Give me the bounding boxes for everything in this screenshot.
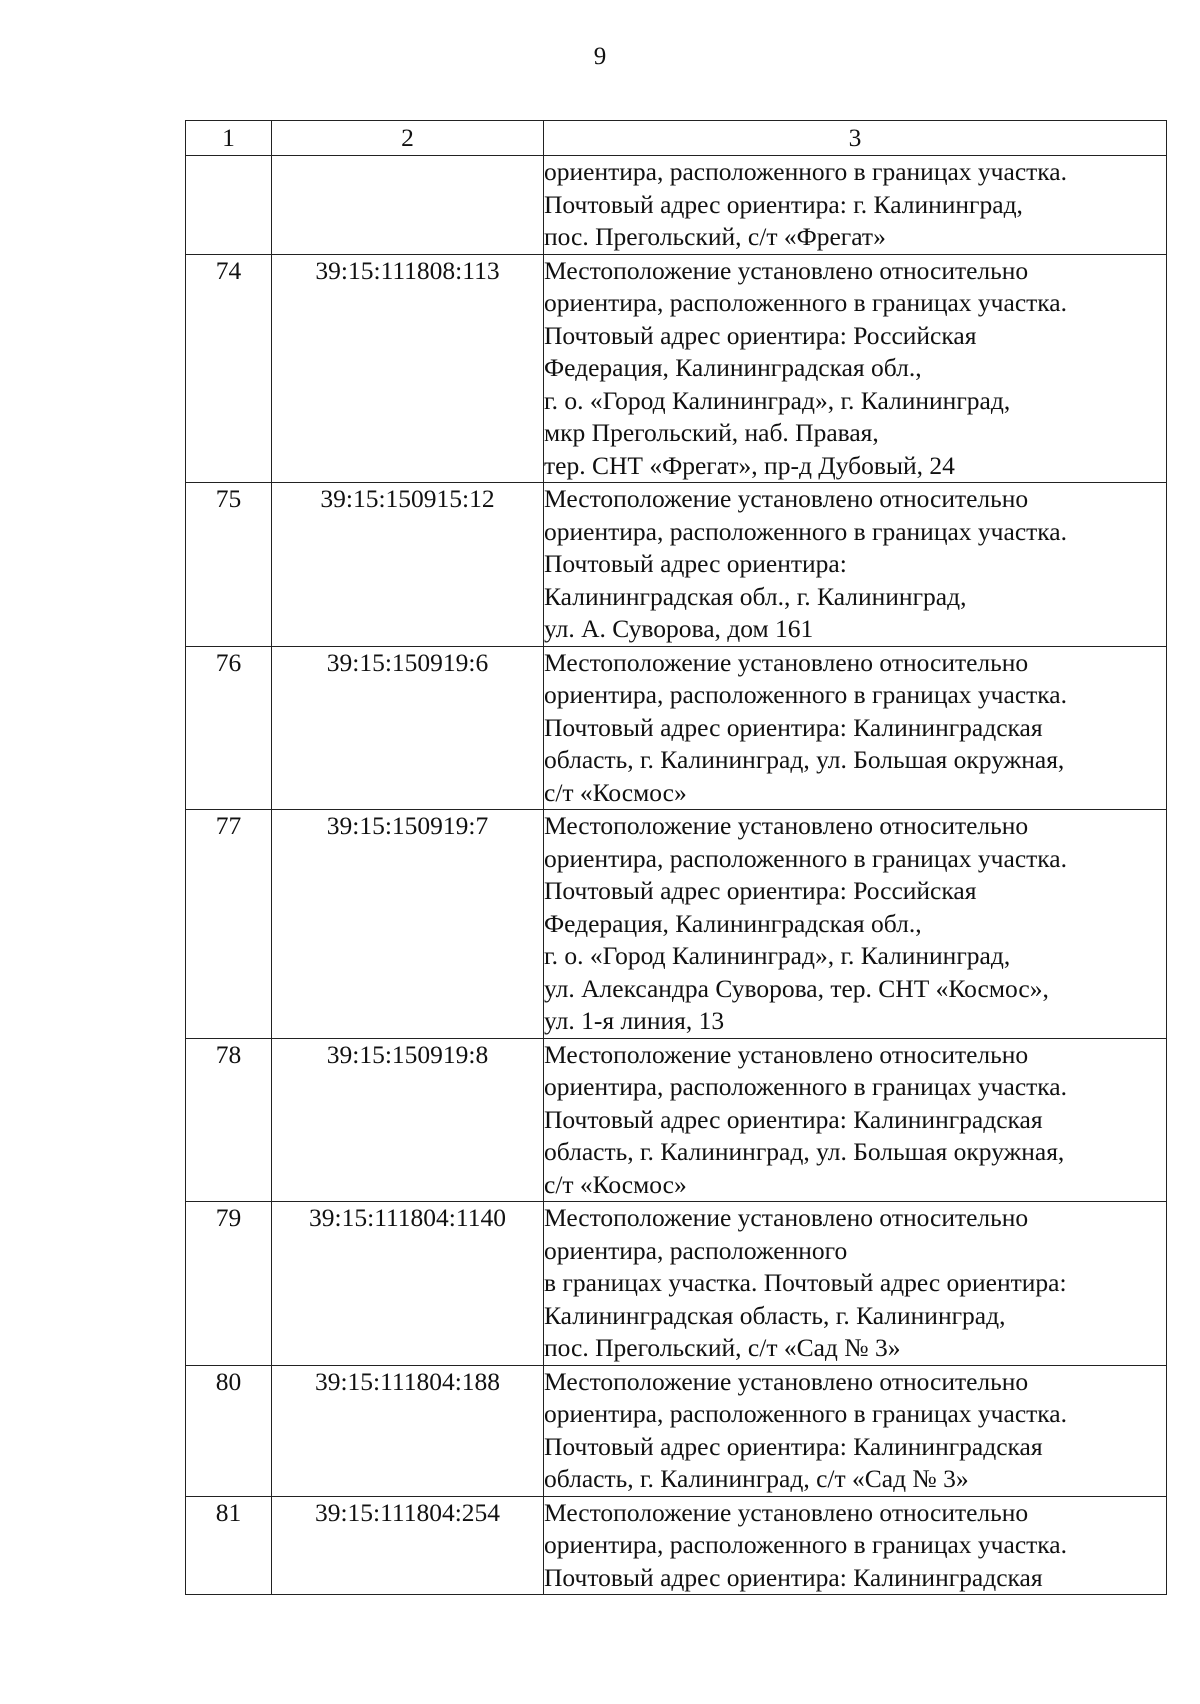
location-description-line: тер. СНТ «Фрегат», пр-д Дубовый, 24 <box>544 450 955 480</box>
cadastral-number-cell: 39:15:111808:113 <box>272 254 544 483</box>
table-row <box>186 483 1167 647</box>
cadastral-number-cell: 39:15:111804:188 <box>272 1365 544 1496</box>
location-description-line: ул. Александра Суворова, тер. СНТ «Космос», <box>544 973 1049 1003</box>
location-description-cell <box>544 254 1167 483</box>
location-description-line: ориентира, расположенного в границах участка. <box>544 1399 1067 1428</box>
column-header-location: 3 <box>544 121 1167 156</box>
table-row <box>186 1038 1167 1202</box>
cadastral-number-cell: 39:15:150919:8 <box>272 1038 544 1202</box>
location-description-line: с/т «Космос» <box>544 777 687 807</box>
location-description-line: Почтовый адрес ориентира: Российская <box>544 876 977 905</box>
location-description-line: ориентира, расположенного в границах участка. <box>544 1072 1067 1101</box>
location-description-cell <box>544 156 1167 255</box>
location-description-line: Местоположение установлено относительно <box>544 811 1029 840</box>
location-description-line: ориентира, расположенного в границах участка. <box>544 1530 1067 1559</box>
location-description-line: Калининградская обл., г. Калининград, <box>544 581 967 611</box>
location-description-line: ориентира, расположенного в границах участка. <box>544 157 1067 186</box>
location-description-line: ориентира, расположенного <box>544 1235 848 1265</box>
table-row <box>186 156 1167 255</box>
location-description-line: Почтовый адрес ориентира: г. Калининград, <box>544 189 1023 219</box>
location-description-line: ул. А. Суворова, дом 161 <box>544 614 814 643</box>
location-description-line: с/т «Космос» <box>544 1169 687 1199</box>
table-row <box>186 646 1167 810</box>
location-description-line: г. о. «Город Калининград», г. Калининград, <box>544 385 1011 415</box>
cadastral-number-cell <box>272 156 544 255</box>
location-description-line: Местоположение установлено относительно <box>544 1497 1029 1527</box>
location-description-line: Калининградская область, г. Калининград, <box>544 1300 1006 1330</box>
cadastral-number-cell: 39:15:150919:6 <box>272 646 544 810</box>
location-description-line: Почтовый адрес ориентира: Калининградская <box>544 1562 1043 1592</box>
location-description-line: ориентира, расположенного в границах участка. <box>544 843 1067 873</box>
row-number-cell: 79 <box>186 1202 272 1366</box>
location-description-line: пос. Прегольский, с/т «Сад № 3» <box>544 1333 901 1362</box>
column-header-number: 1 <box>186 121 272 156</box>
row-number-cell: 76 <box>186 646 272 810</box>
row-number-cell <box>186 156 272 255</box>
row-number-cell: 75 <box>186 483 272 647</box>
location-description-line: Почтовый адрес ориентира: <box>544 549 847 578</box>
location-description-line: г. о. «Город Калининград», г. Калининград, <box>544 941 1011 970</box>
location-description-line: ориентира, расположенного в границах участка. <box>544 516 1067 546</box>
table-row <box>186 1496 1167 1595</box>
land-plot-table <box>185 120 1167 1595</box>
row-number-cell: 74 <box>186 254 272 483</box>
location-description-line: ориентира, расположенного в границах участка. <box>544 288 1067 317</box>
location-description-cell <box>544 1202 1167 1366</box>
table-row <box>186 1202 1167 1366</box>
location-description-line: область, г. Калининград, с/т «Сад № 3» <box>544 1464 969 1493</box>
location-description-line: пос. Прегольский, с/т «Фрегат» <box>544 222 886 251</box>
row-number-cell: 81 <box>186 1496 272 1595</box>
cadastral-number-cell: 39:15:111804:1140 <box>272 1202 544 1366</box>
cadastral-number-cell: 39:15:111804:254 <box>272 1496 544 1595</box>
location-description-line: Местоположение установлено относительно <box>544 255 1029 285</box>
location-description-line: мкр Прегольский, наб. Правая, <box>544 418 879 447</box>
location-description-line: Федерация, Калининградская обл., <box>544 908 922 938</box>
cadastral-number-cell: 39:15:150919:7 <box>272 810 544 1039</box>
column-header-cadastral: 2 <box>272 121 544 156</box>
location-description-line: Местоположение установлено относительно <box>544 1366 1029 1396</box>
location-description-line: Местоположение установлено относительно <box>544 1203 1029 1232</box>
location-description-cell <box>544 1496 1167 1595</box>
location-description-line: Местоположение установлено относительно <box>544 484 1029 513</box>
location-description-cell <box>544 810 1167 1039</box>
row-number-cell: 77 <box>186 810 272 1039</box>
row-number-cell: 78 <box>186 1038 272 1202</box>
location-description-cell <box>544 1038 1167 1202</box>
table-row <box>186 254 1167 483</box>
location-description-line: в границах участка. Почтовый адрес ориентира: <box>544 1268 1067 1297</box>
location-description-line: Почтовый адрес ориентира: Калининградская <box>544 1431 1043 1461</box>
table-row <box>186 810 1167 1039</box>
location-description-line: Местоположение установлено относительно <box>544 647 1029 677</box>
location-description-cell <box>544 1365 1167 1496</box>
location-description-line: область, г. Калининград, ул. Большая окружная, <box>544 745 1065 774</box>
table-header-row <box>186 121 1167 156</box>
location-description-line: область, г. Калининград, ул. Большая окружная, <box>544 1137 1065 1166</box>
location-description-cell <box>544 483 1167 647</box>
cadastral-number-cell: 39:15:150915:12 <box>272 483 544 647</box>
location-description-line: Местоположение установлено относительно <box>544 1039 1029 1069</box>
location-description-line: ул. 1-я линия, 13 <box>544 1006 725 1035</box>
row-number-cell: 80 <box>186 1365 272 1496</box>
location-description-line: Почтовый адрес ориентира: Российская <box>544 320 977 350</box>
location-description-line: Почтовый адрес ориентира: Калининградская <box>544 1104 1043 1134</box>
location-description-line: Федерация, Калининградская обл., <box>544 353 922 382</box>
location-description-line: ориентира, расположенного в границах участка. <box>544 680 1067 709</box>
table-body <box>186 156 1167 1595</box>
location-description-cell <box>544 646 1167 810</box>
table-row <box>186 1365 1167 1496</box>
page-number: 9 <box>593 43 607 70</box>
location-description-line: Почтовый адрес ориентира: Калининградская <box>544 712 1043 742</box>
